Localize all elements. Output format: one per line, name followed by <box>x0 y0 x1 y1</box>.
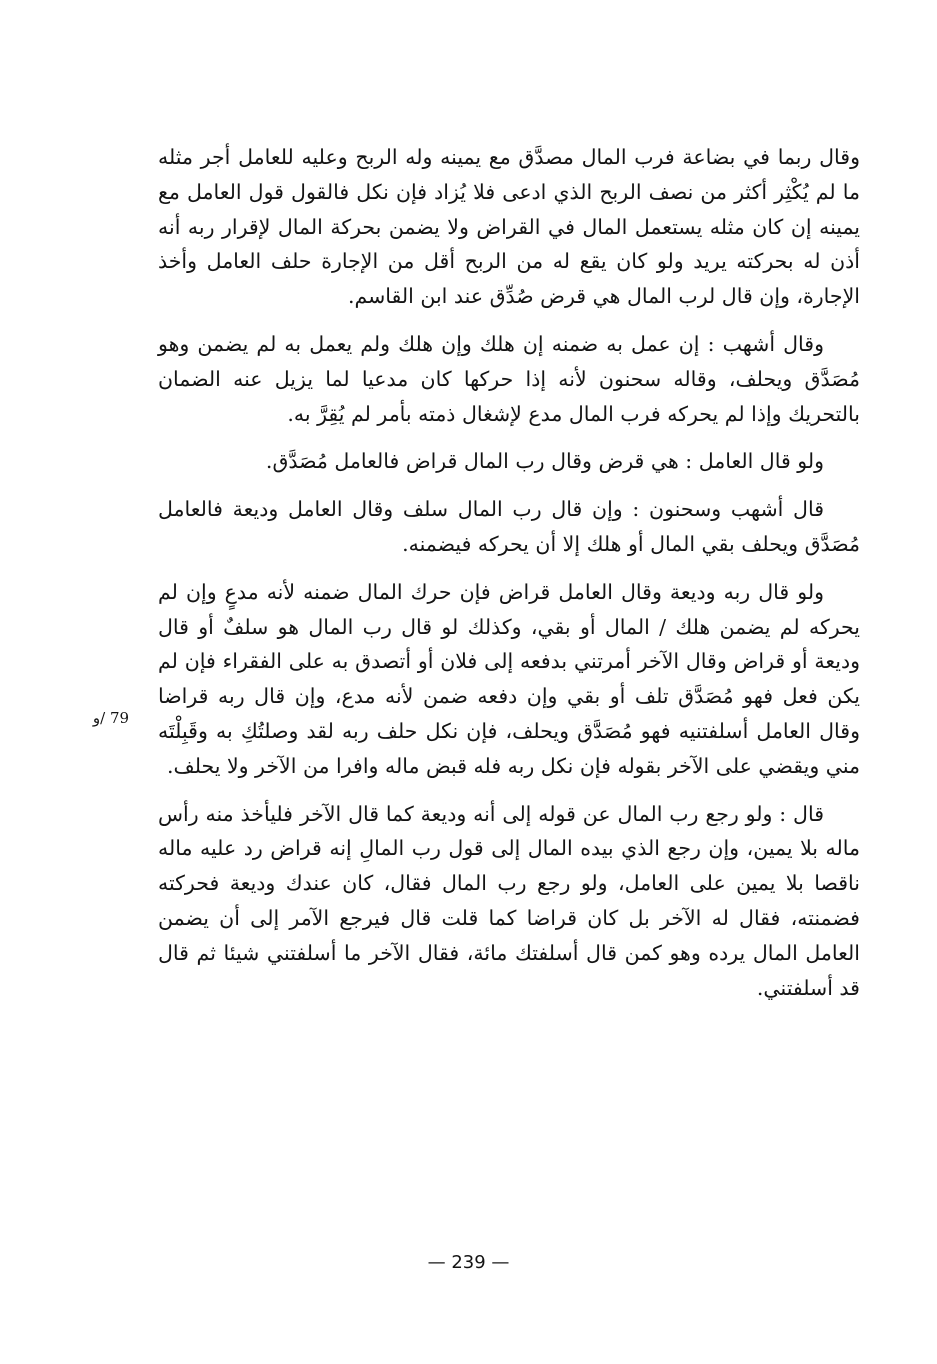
paragraph-4: قال أشهب وسحنون : وإن قال رب المال سلف وقال العامل وديعة فالعامل مُصَدَّق ويحلف بقي المال أو هلك إلا أن يحركه فيضمنه. <box>158 497 860 556</box>
paragraph-1: وقال ربما في بضاعة فرب المال مصدَّق مع يمينه وله الربح وعليه للعامل أجر مثله ما لم يُكْثِر أكثر من نصف الربح الذي ادعى فلا يُزاد فإن نكل فالقول قول العامل مع يمينه إن كان مثله يستعمل المال في القراض ولا يضمن بحركة المال لإقرار ربه أنه أذن له بحركته يريد ولو كان يقع له من الربح أقل من الإجارة حلف العامل وأخذ الإجارة، وإن قال لرب المال هي قرض صُدِّق عند ابن القاسم. <box>158 145 860 309</box>
body-text <box>158 140 860 1018</box>
paragraph-3: ولو قال العامل : هي قرض وقال رب المال قراض فالعامل مُصَدَّق. <box>265 449 824 474</box>
paragraph-5: ولو قال ربه وديعة وقال العامل قراض فإن حرك المال ضمنه لأنه مدعٍ وإن لم يحركه لم يضمن هلك / المال أو بقي، وكذلك لو قال رب المال هو سلفٌ أو قال وديعة أو قراض وقال الآخر أمرتني بدفعه إلى فلان أو أتصدق به على الفقراء فإن لم يكن فعل فهو مُصَدَّق تلف أو بقي وإن دفعه ضمن لأنه مدع، وإن قال ربه قراضا وقال العامل أسلفتنيه فهو مُصَدَّق ويحلف، فإن نكل حلف ربه لقد وصلتُكِ به وقَبِلْتَه مني ويقضي على الآخر بقوله فإن نكل ربه فله قبض ماله وافرا من الآخر ولا يحلف. <box>158 579 860 778</box>
paragraph-2: وقال أشهب : إن عمل به ضمنه إن هلك وإن هلك ولم يعمل به لم يضمن وهو مُصَدَّق ويحلف، وقاله سحنون لأنه إذا حركها كان مدعيا لما يزيل عنه الضمان بالتحريك وإذا لم يحركه فرب المال مدع لإشغال ذمته بأمر لم يُقِرَّ به. <box>158 331 860 426</box>
paragraph-6: قال : ولو رجع رب المال عن قوله إلى أنه وديعة كما قال الآخر فليأخذ منه رأس ماله بلا يمين، وإن رجع الذي بيده المال إلى قول رب المالِ إنه قراض رد عليه ماله ناقصا بلا يمين على العامل، ولو رجع رب المال فقال، كان عندك وديعة فحركته فضمنته، فقال له الآخر بل كان قراضا كما قلت قال فيرجع الآمر إلى أن يضمن العامل المال يرده وهو كمن قال أسلفتك مائة، فقال الآخر ما أسلفتني شيئا ثم قال قد أسلفتني. <box>158 801 860 1000</box>
page-number: — 239 — <box>427 1252 510 1273</box>
folio-margin-note: 79 /و <box>92 709 130 727</box>
